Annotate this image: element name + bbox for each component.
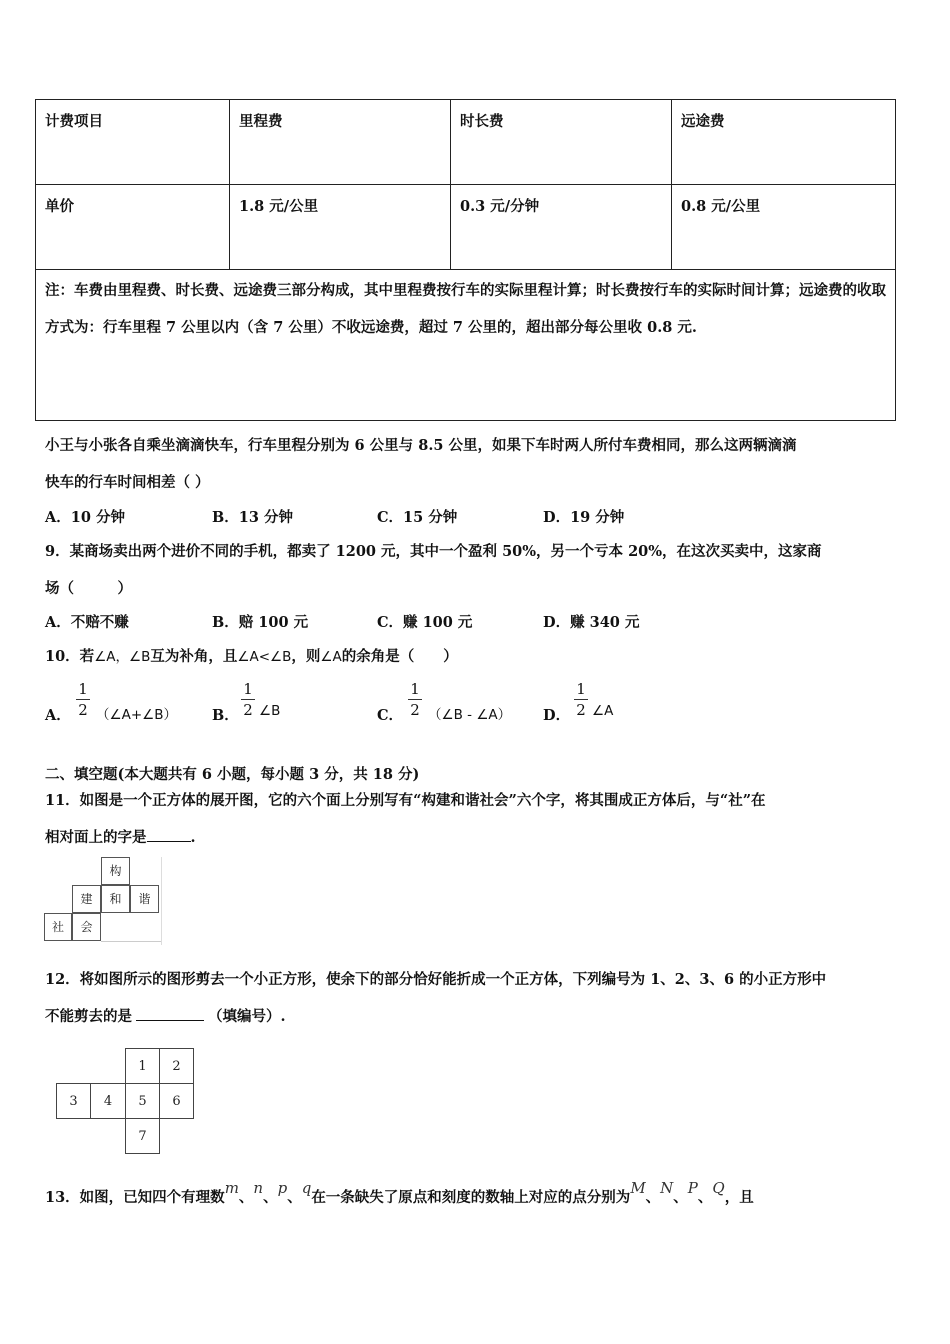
square-cell: 5: [125, 1083, 160, 1119]
q8-stem-line2: 快车的行车时间相差（ ）: [45, 474, 210, 491]
fee-header-cell: 远途费: [672, 100, 896, 185]
q13-stem: [45, 1179, 754, 1207]
fraction-denominator: 2: [78, 701, 88, 719]
fraction-numerator: 1: [243, 680, 253, 698]
q13-tail: ，且: [724, 1189, 754, 1206]
q10-stem: [45, 645, 458, 666]
q11-stem-text: 相对面上的字是: [45, 829, 147, 846]
q8-option-c: C．15 分钟: [377, 509, 458, 526]
q13-point-P: P: [687, 1179, 698, 1197]
q10-option-a-fraction: [76, 680, 90, 719]
fee-price-cell: 1.8 元/公里: [230, 185, 451, 270]
q13-var-p: p: [277, 1179, 288, 1197]
q9-stem-line2: 场（ ）: [45, 580, 132, 597]
q13-sep: 、: [263, 1189, 278, 1206]
fee-header-cell: 时长费: [451, 100, 672, 185]
fee-table-header-row: [36, 100, 896, 185]
fraction-numerator: 1: [78, 680, 88, 698]
q13-sep: 、: [238, 1189, 254, 1206]
q8-option-a: A．10 分钟: [45, 509, 125, 526]
q12-stem-text: 不能剪去的是: [45, 1008, 132, 1025]
q13-var-q: q: [301, 1179, 312, 1197]
square-cell: 2: [159, 1048, 194, 1084]
q12-stem-end: （填编号）.: [208, 1008, 286, 1025]
q8-option-d: D．19 分钟: [543, 509, 625, 526]
net-cell: 和: [101, 885, 130, 913]
q10-option-d-expr: ∠A: [592, 703, 614, 719]
fee-table: [35, 99, 896, 421]
fee-table-note-row: [36, 270, 896, 421]
q11-cube-net-figure: [44, 857, 164, 945]
square-cell: 7: [125, 1118, 160, 1154]
square-cell: 4: [90, 1083, 126, 1119]
q13-sep: 、: [673, 1189, 688, 1206]
fee-price-cell: 单价: [36, 185, 230, 270]
square-cell: 6: [159, 1083, 194, 1119]
q10-angle-b: ∠A<∠B: [237, 649, 292, 665]
net-cell: 会: [72, 913, 101, 941]
q10-option-d-letter: D．: [543, 707, 571, 724]
q13-point-M: M: [630, 1179, 646, 1197]
q10-option-b-expr: ∠B: [259, 703, 281, 719]
net-cell: 社: [44, 913, 72, 941]
q11-stem-line2: [45, 826, 196, 847]
fee-header-cell: 计费项目: [36, 100, 230, 185]
q11-stem-end: .: [190, 829, 196, 846]
q9-option-b: B．赔 100 元: [212, 614, 309, 631]
q13-sep: 、: [645, 1189, 661, 1206]
q9-option-a: A．不赔不赚: [45, 614, 129, 631]
net-cell: 构: [101, 857, 130, 885]
q10-option-c-letter: C．: [377, 707, 404, 724]
net-cell: 谐: [130, 885, 159, 913]
square-cell: 1: [125, 1048, 160, 1084]
fee-header-cell: 里程费: [230, 100, 451, 185]
q12-answer-blank: [136, 1020, 204, 1021]
q9-option-c: C．赚 100 元: [377, 614, 473, 631]
q10-option-b-fraction: [241, 680, 255, 719]
q13-mid: 在一条缺失了原点和刻度的数轴上对应的点分别为: [311, 1189, 631, 1206]
q12-stem-line2: [45, 1005, 286, 1026]
q11-answer-blank: [147, 841, 191, 842]
q10-option-b-letter: B．: [212, 707, 239, 724]
fee-price-cell: 0.3 元/分钟: [451, 185, 672, 270]
fraction-numerator: 1: [576, 680, 586, 698]
net-faint-edge: [101, 941, 161, 942]
fee-table-price-row: [36, 185, 896, 270]
q10-stem-b: 互为补角，且: [150, 648, 238, 665]
q11-stem-line1: 11．如图是一个正方体的展开图，它的六个面上分别写有“构建和谐社会”六个字，将其围成正方体后，与“社”在: [45, 792, 766, 809]
q10-angle-a: ∠A，∠B: [94, 649, 151, 665]
fee-note: 注：车费由里程费、时长费、远途费三部分构成，其中里程费按行车的实际里程计算；时长费按行车的实际时间计算；远途费的收取方式为：行车里程 7 公里以内（含 7 公里）不收远途费，超过 7 公里的，超出部分每公里收 0.8 元.: [36, 270, 896, 421]
q10-option-a-letter: A．: [45, 707, 71, 724]
q9-option-d: D．赚 340 元: [543, 614, 640, 631]
q12-stem-line1: 12．将如图所示的图形剪去一个小正方形，使余下的部分恰好能折成一个正方体，下列编号为 1、2、3、6 的小正方形中: [45, 971, 827, 988]
fee-price-cell: 0.8 元/公里: [672, 185, 896, 270]
q8-stem-line1: 小王与小张各自乘坐滴滴快车，行车里程分别为 6 公里与 8.5 公里，如果下车时两人所付车费相同，那么这两辆滴滴: [45, 437, 797, 454]
net-faint-edge: [161, 857, 162, 945]
q10-option-a-expr: （∠A+∠B）: [96, 707, 178, 723]
net-cell: 建: [72, 885, 101, 913]
q10-option-d-fraction: [574, 680, 588, 719]
q10-option-c-expr: （∠B - ∠A）: [428, 707, 512, 723]
q10-option-c-fraction: [408, 680, 422, 719]
q13-sep: 、: [697, 1189, 713, 1206]
q10-stem-a: 10．若: [45, 648, 95, 665]
q13-var-n: n: [253, 1179, 264, 1197]
q10-angle-c: ∠A: [320, 649, 342, 665]
q8-option-b: B．13 分钟: [212, 509, 293, 526]
fraction-numerator: 1: [410, 680, 420, 698]
q13-point-Q: Q: [712, 1179, 725, 1197]
q13-lead: 13．如图，已知四个有理数: [45, 1189, 225, 1206]
q13-point-N: N: [660, 1179, 674, 1197]
q13-var-m: m: [224, 1179, 239, 1197]
q9-stem-line1: 9．某商场卖出两个进价不同的手机，都卖了 1200 元，其中一个盈利 50%，另一个亏本 20%，在这次买卖中，这家商: [45, 543, 822, 560]
fraction-denominator: 2: [576, 701, 586, 719]
q10-stem-c: ，则: [291, 648, 321, 665]
q13-sep: 、: [287, 1189, 302, 1206]
fraction-denominator: 2: [243, 701, 253, 719]
square-cell: 3: [56, 1083, 91, 1119]
fraction-denominator: 2: [410, 701, 420, 719]
section-2-heading: 二、填空题(本大题共有 6 小题，每小题 3 分，共 18 分): [45, 766, 420, 783]
q12-squares-figure: [56, 1048, 196, 1156]
q10-stem-d: 的余角是（ ）: [341, 648, 458, 665]
